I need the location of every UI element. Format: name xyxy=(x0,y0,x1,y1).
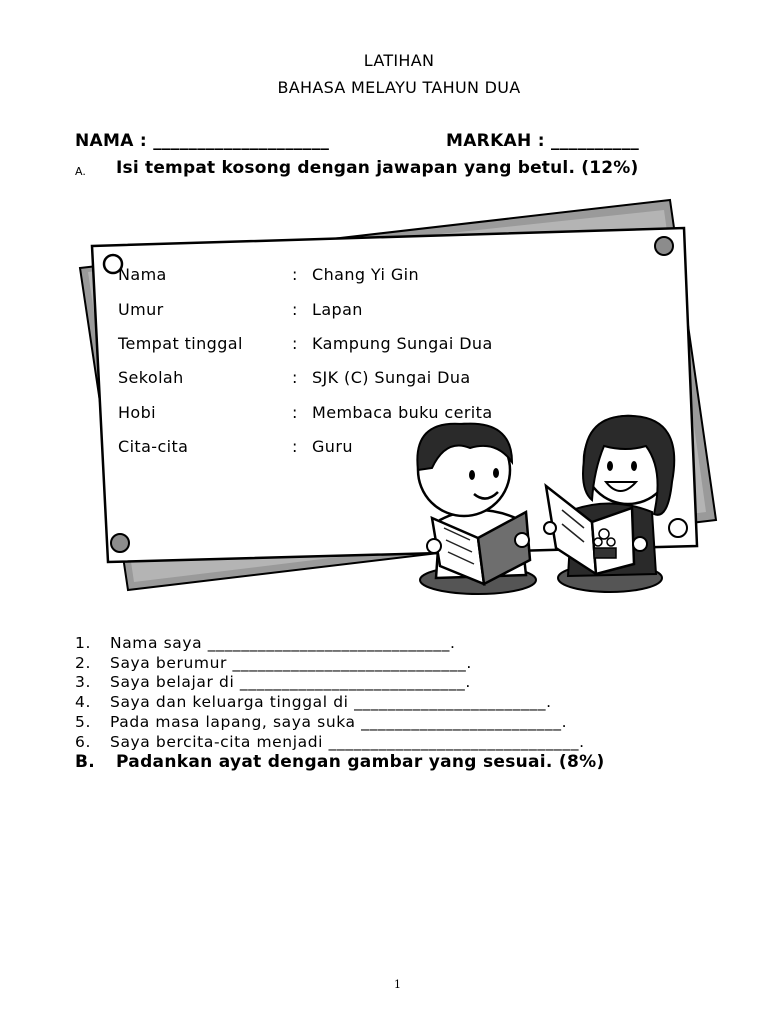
info-colon: : xyxy=(292,368,298,387)
section-b-letter: B. xyxy=(75,752,96,772)
question-number: 1. xyxy=(75,634,91,652)
info-colon: : xyxy=(292,403,298,422)
worksheet-title: LATIHAN xyxy=(363,51,435,70)
info-value-cita-cita: Guru xyxy=(312,437,353,456)
info-colon: : xyxy=(292,265,298,284)
pin-top-right xyxy=(655,237,673,255)
question-number: 4. xyxy=(75,693,91,711)
info-label-cita-cita: Cita-cita xyxy=(118,437,189,456)
info-value-tempat-tinggal: Kampung Sungai Dua xyxy=(312,334,493,353)
info-colon: : xyxy=(292,437,298,456)
question-4-text: Saya dan keluarga tinggal di _______________________. xyxy=(110,693,552,711)
info-value-sekolah: SJK (C) Sungai Dua xyxy=(312,368,471,387)
info-value-umur: Lapan xyxy=(312,300,363,319)
info-colon: : xyxy=(292,300,298,319)
info-colon: : xyxy=(292,334,298,353)
question-6-text: Saya bercita-cita menjadi ______________________________. xyxy=(110,733,585,751)
question-number: 2. xyxy=(75,654,91,672)
info-label-umur: Umur xyxy=(118,300,164,319)
section-a-letter: A. xyxy=(75,165,86,178)
question-2-text: Saya berumur ____________________________. xyxy=(110,654,472,672)
question-number: 3. xyxy=(75,673,91,691)
question-3-text: Saya belajar di ___________________________. xyxy=(110,673,471,691)
nama-field: NAMA : ____________________ xyxy=(75,131,330,151)
info-label-hobi: Hobi xyxy=(118,403,157,422)
markah-field: MARKAH : __________ xyxy=(446,131,640,151)
pin-bottom-right xyxy=(669,519,687,537)
info-value-hobi: Membaca buku cerita xyxy=(312,403,493,422)
question-1-text: Nama saya _____________________________. xyxy=(110,634,456,652)
section-b-instruction: Padankan ayat dengan gambar yang sesuai. (8%) xyxy=(116,752,605,772)
worksheet-subtitle: BAHASA MELAYU TAHUN DUA xyxy=(277,78,521,97)
pin-bottom-left xyxy=(111,534,129,552)
question-number: 6. xyxy=(75,733,91,751)
section-a-instruction: Isi tempat kosong dengan jawapan yang betul. (12%) xyxy=(116,158,639,178)
info-label-sekolah: Sekolah xyxy=(118,368,184,387)
info-value-nama: Chang Yi Gin xyxy=(312,265,420,284)
info-label-nama: Nama xyxy=(118,265,167,284)
info-label-tempat-tinggal: Tempat tinggal xyxy=(118,334,243,353)
question-number: 5. xyxy=(75,713,91,731)
question-5-text: Pada masa lapang, saya suka ________________________. xyxy=(110,713,568,731)
page-number: 1 xyxy=(394,978,401,991)
